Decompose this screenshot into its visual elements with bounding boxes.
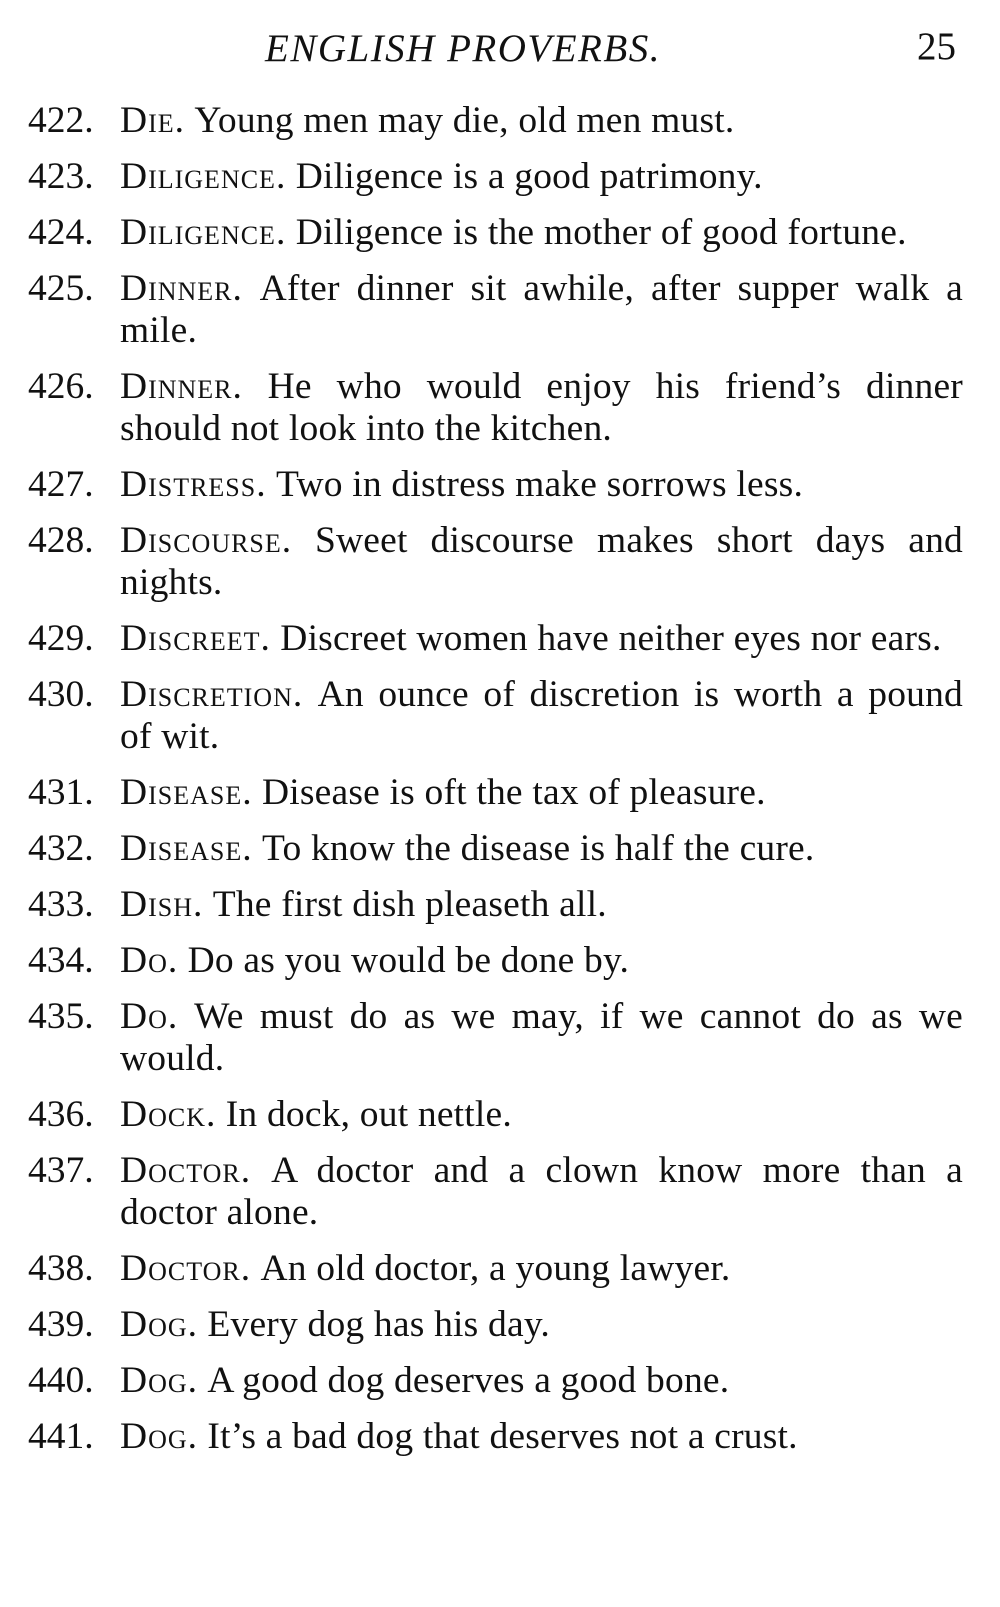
entry-heading: Disease. — [120, 828, 253, 869]
entry-heading: Dinner. — [120, 366, 243, 407]
entry-text: Disease is oft the tax of pleasure. — [261, 772, 766, 813]
entry-heading: Discreet. — [120, 618, 271, 659]
entry-number: 425. — [28, 268, 94, 309]
proverb-entry-439 — [28, 1304, 963, 1346]
entry-text: Diligence is the mother of good fortune. — [295, 212, 907, 253]
entry-heading: Do. — [120, 996, 179, 1037]
entry-heading: Die. — [120, 100, 185, 141]
entry-heading: Discretion. — [120, 674, 304, 715]
entry-number: 423. — [28, 156, 94, 197]
proverb-entry-438 — [28, 1248, 963, 1290]
entry-text: An old doctor, a young lawyer. — [260, 1248, 731, 1289]
entry-heading: Dog. — [120, 1304, 199, 1345]
proverb-entry-429 — [28, 618, 963, 660]
entry-number: 439. — [28, 1304, 94, 1345]
entry-text: The first dish pleaseth all. — [212, 884, 607, 925]
proverb-entry-423 — [28, 156, 963, 198]
entry-text: Do as you would be done by. — [187, 940, 630, 981]
proverb-entry-430 — [28, 674, 963, 758]
entry-text: Sweet discourse makes short days and nights. — [120, 520, 963, 603]
entry-text: Discreet women have neither eyes nor ears. — [280, 618, 942, 659]
proverb-entry-437 — [28, 1150, 963, 1234]
entry-text: To know the disease is half the cure. — [261, 828, 815, 869]
entry-number: 433. — [28, 884, 94, 925]
proverb-entry-432 — [28, 828, 963, 870]
entry-number: 436. — [28, 1094, 94, 1135]
entry-heading: Doctor. — [120, 1248, 252, 1289]
entry-number: 422. — [28, 100, 94, 141]
proverb-list — [28, 100, 963, 1472]
running-title: ENGLISH PROVERBS. — [265, 27, 661, 70]
entry-text: Young men may die, old men must. — [194, 100, 735, 141]
proverb-entry-425 — [28, 268, 963, 352]
proverb-entry-436 — [28, 1094, 963, 1136]
entry-number: 430. — [28, 674, 94, 715]
entry-text: Diligence is a good patrimony. — [295, 156, 763, 197]
proverb-entry-441 — [28, 1416, 963, 1458]
entry-number: 434. — [28, 940, 94, 981]
proverb-entry-435 — [28, 996, 963, 1080]
entry-number: 426. — [28, 366, 94, 407]
entry-heading: Distress. — [120, 464, 267, 505]
entry-text: An ounce of discretion is worth a pound of wit. — [120, 674, 963, 757]
proverb-entry-440 — [28, 1360, 963, 1402]
proverb-entry-424 — [28, 212, 963, 254]
entry-number: 440. — [28, 1360, 94, 1401]
proverb-entry-431 — [28, 772, 963, 814]
entry-heading: Diligence. — [120, 212, 287, 253]
entry-text: In dock, out nettle. — [225, 1094, 512, 1135]
entry-number: 432. — [28, 828, 94, 869]
entry-number: 431. — [28, 772, 94, 813]
entry-number: 437. — [28, 1150, 94, 1191]
entry-heading: Dinner. — [120, 268, 243, 309]
entry-text: It’s a bad dog that deserves not a crust. — [207, 1416, 798, 1457]
entry-heading: Do. — [120, 940, 179, 981]
entry-text: He who would enjoy his friend’s dinner should not look into the kitchen. — [120, 366, 963, 449]
entry-heading: Doctor. — [120, 1150, 252, 1191]
entry-number: 427. — [28, 464, 94, 505]
entry-text: After dinner sit awhile, after supper walk a mile. — [120, 268, 964, 351]
proverb-entry-422 — [28, 100, 963, 142]
entry-text: Every dog has his day. — [207, 1304, 550, 1345]
entry-text: A doctor and a clown know more than a doctor alone. — [120, 1150, 963, 1233]
running-head — [0, 22, 1000, 82]
entry-heading: Diligence. — [120, 156, 287, 197]
entry-number: 435. — [28, 996, 94, 1037]
proverb-entry-427 — [28, 464, 963, 506]
proverb-entry-426 — [28, 366, 963, 450]
entry-number: 429. — [28, 618, 94, 659]
entry-heading: Dock. — [120, 1094, 217, 1135]
entry-text: Two in distress make sorrows less. — [275, 464, 804, 505]
page-number: 25 — [917, 25, 956, 68]
entry-number: 441. — [28, 1416, 94, 1457]
proverb-entry-433 — [28, 884, 963, 926]
entry-number: 424. — [28, 212, 94, 253]
entry-number: 428. — [28, 520, 94, 561]
proverb-entry-428 — [28, 520, 963, 604]
entry-heading: Dish. — [120, 884, 204, 925]
entry-heading: Dog. — [120, 1360, 199, 1401]
entry-text: A good dog deserves a good bone. — [207, 1360, 730, 1401]
entry-heading: Dog. — [120, 1416, 199, 1457]
entry-text: We must do as we may, if we cannot do as we would. — [120, 996, 963, 1079]
proverb-entry-434 — [28, 940, 963, 982]
entry-heading: Discourse. — [120, 520, 293, 561]
entry-number: 438. — [28, 1248, 94, 1289]
entry-heading: Disease. — [120, 772, 253, 813]
